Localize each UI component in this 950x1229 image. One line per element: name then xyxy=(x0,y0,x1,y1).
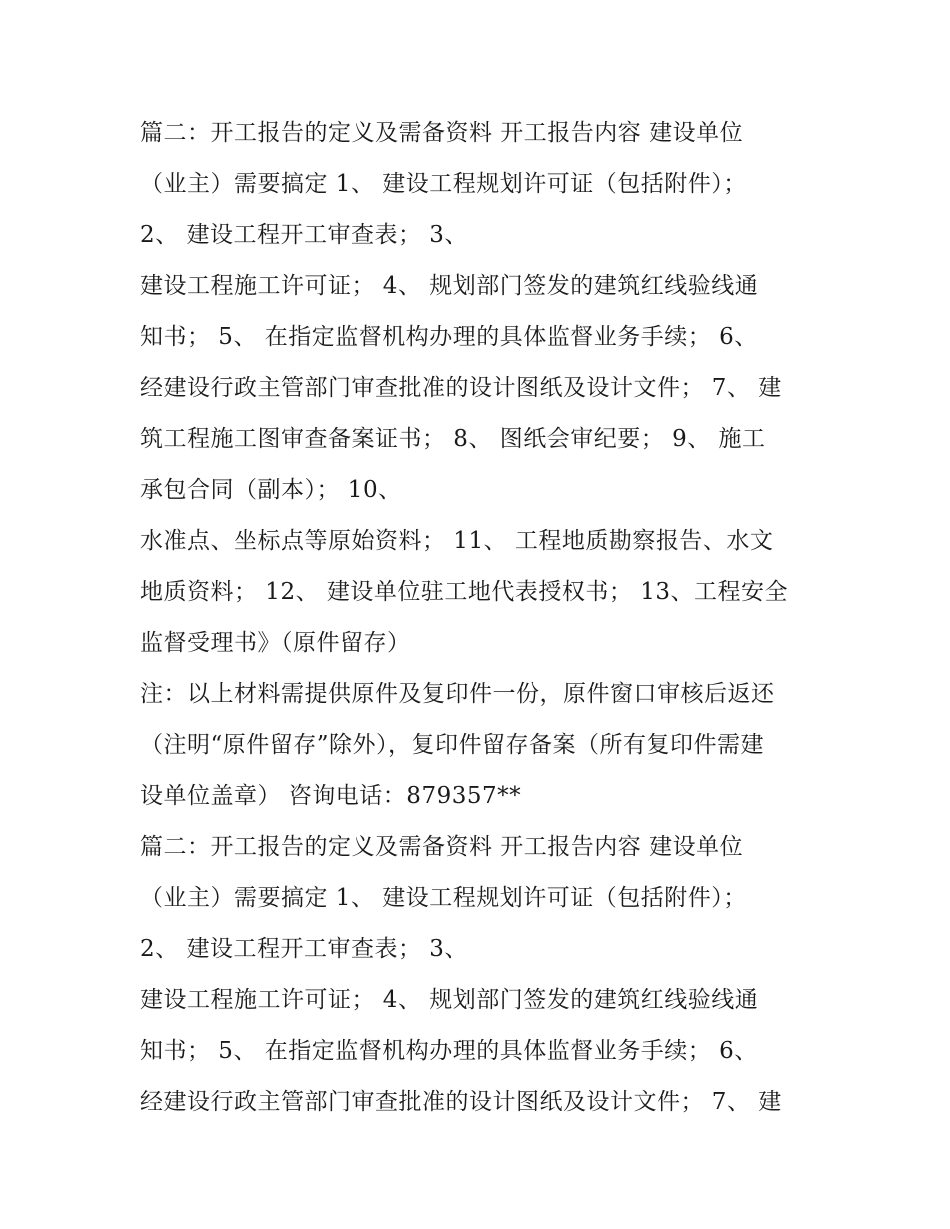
text-line: 建设工程施工许可证； 4、 规划部门签发的建筑红线验线通 xyxy=(140,273,759,299)
text-line: 承包合同（副本）； 10、 xyxy=(140,477,402,503)
text-line: 筑工程施工图审查备案证书； 8、 图纸会审纪要； 9、 施工 xyxy=(140,426,766,452)
text-line: 篇二：开工报告的定义及需备资料 开工报告内容 建设单位 xyxy=(140,120,744,146)
text-line: 篇二：开工报告的定义及需备资料 开工报告内容 建设单位 xyxy=(140,834,744,860)
text-line: 知书； 5、 在指定监督机构办理的具体监督业务手续； 6、 xyxy=(140,1038,758,1064)
text-line: 设单位盖章） 咨询电话：879357** xyxy=(140,783,522,809)
text-line: 经建设行政主管部门审查批准的设计图纸及设计文件； 7、 建 xyxy=(140,1089,782,1115)
text-line: 经建设行政主管部门审查批准的设计图纸及设计文件； 7、 建 xyxy=(140,375,782,401)
text-line: （注明“原件留存”除外），复印件留存备案（所有复印件需建 xyxy=(140,732,765,758)
text-line: 2、 建设工程开工审查表； 3、 xyxy=(140,222,468,248)
text-line: 2、 建设工程开工审查表； 3、 xyxy=(140,936,468,962)
text-line: 注：以上材料需提供原件及复印件一份，原件窗口审核后返还 xyxy=(140,681,775,707)
document-body xyxy=(140,108,820,1128)
text-line: 监督受理书》（原件留存） xyxy=(140,630,411,656)
text-line: 知书； 5、 在指定监督机构办理的具体监督业务手续； 6、 xyxy=(140,324,758,350)
text-line: （业主）需要搞定 1、 建设工程规划许可证（包括附件）； xyxy=(140,171,747,197)
text-line: 水准点、坐标点等原始资料； 11、 工程地质勘察报告、水文 xyxy=(140,528,774,554)
text-line: 地质资料； 12、 建设单位驻工地代表授权书； 13、工程安全 xyxy=(140,579,788,605)
text-line: 建设工程施工许可证； 4、 规划部门签发的建筑红线验线通 xyxy=(140,987,759,1013)
text-line: （业主）需要搞定 1、 建设工程规划许可证（包括附件）； xyxy=(140,885,747,911)
